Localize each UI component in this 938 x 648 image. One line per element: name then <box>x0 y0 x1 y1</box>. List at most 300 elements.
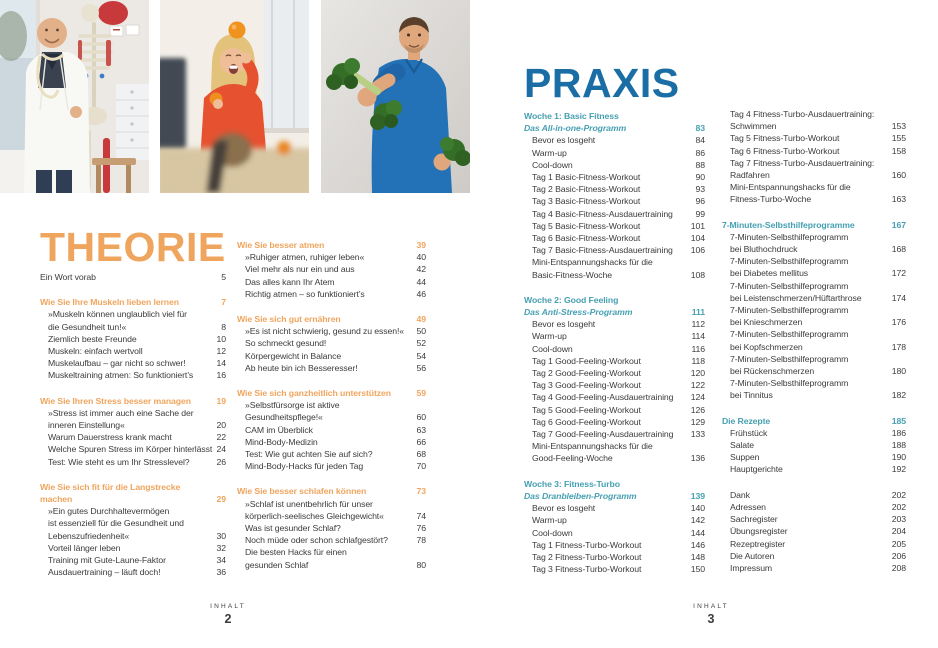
toc-item-line: Tag 1 Good-Feeling-Workout <box>532 355 641 366</box>
toc-item-line: Hauptgerichte <box>730 464 783 475</box>
toc-item-text <box>730 513 778 525</box>
toc-item <box>722 145 906 157</box>
toc-item <box>524 355 705 367</box>
toc-item <box>722 525 906 537</box>
toc-item-text <box>48 566 160 578</box>
toc-item-text <box>40 271 96 283</box>
toc-item-line: Radfahren <box>730 170 770 181</box>
toc-page-number: 174 <box>891 292 906 303</box>
toc-section-heading <box>722 219 906 231</box>
toc-item <box>524 183 705 195</box>
toc-page-number: 14 <box>216 358 226 369</box>
toc-item-line: Tag 5 Fitness-Turbo-Workout <box>730 133 840 144</box>
toc-item-text <box>532 514 567 526</box>
toc-section <box>40 481 226 579</box>
toc-page-number: 88 <box>695 159 705 170</box>
toc-page-number: 205 <box>891 538 906 549</box>
toc-item-line: Tag 2 Basic-Fitness-Workout <box>532 184 641 195</box>
toc-item-line: Warm-up <box>532 515 567 526</box>
toc-item <box>722 132 906 144</box>
toc-item-text <box>532 318 595 330</box>
toc-item-text <box>245 534 388 546</box>
toc-item <box>722 255 906 279</box>
toc-item <box>524 318 705 330</box>
toc-heading-line: Wie Sie sich fit für die Langstrecke <box>40 481 181 492</box>
toc-page-number: 190 <box>891 452 906 463</box>
toc-item-line: Dank <box>730 489 750 500</box>
toc-item-text <box>532 379 641 391</box>
toc-page-number: 182 <box>891 390 906 401</box>
toc-item-line: Bevor es losgeht <box>532 503 596 514</box>
toc-page-number: 32 <box>216 542 226 553</box>
toc-page-number: 153 <box>891 121 906 132</box>
toc-heading-text <box>40 481 180 505</box>
toc-item-text <box>730 427 767 439</box>
toc-item-line: bei Kopfschmerzen <box>730 341 803 352</box>
toc-item <box>722 304 906 328</box>
toc-item-line: Impressum <box>730 562 773 573</box>
toc-page-number: 124 <box>690 392 705 403</box>
toc-page-number: 90 <box>695 172 705 183</box>
footer-page-number: 3 <box>707 612 715 626</box>
toc-page-number: 83 <box>695 123 705 134</box>
toc-page-number: 106 <box>690 245 705 256</box>
toc-item <box>237 288 426 300</box>
toc-item-line: Tag 3 Good-Feeling-Workout <box>532 380 641 391</box>
toc-item <box>237 276 426 288</box>
toc-item-line: Mind-Body-Hacks für jeden Tag <box>245 461 364 472</box>
toc-item-text <box>245 399 339 423</box>
toc-item <box>524 440 705 464</box>
flying-orange <box>229 22 246 39</box>
toc-item-line: Muskelaufbau – gar nicht so schwer! <box>48 358 186 369</box>
toc-item-line: So schmeckt gesund! <box>245 338 327 349</box>
toc-item-text <box>48 505 184 542</box>
toc-item-line: Richtig atmen – so funktioniert’s <box>245 288 365 299</box>
toc-heading-line: Woche 3: Fitness-Turbo <box>524 478 620 489</box>
toc-page-number: 188 <box>891 440 906 451</box>
toc-item-line: Noch müde oder schon schlafgestört? <box>245 535 388 546</box>
toc-item <box>40 308 226 332</box>
toc-item-text <box>730 181 851 205</box>
toc-heading-text <box>40 296 179 308</box>
toc-page-number: 168 <box>891 244 906 255</box>
toc-item <box>237 424 426 436</box>
toc-item-text <box>245 436 318 448</box>
toc-item-text <box>730 132 839 144</box>
toc-section <box>524 478 705 576</box>
toc-page-number: 202 <box>891 489 906 500</box>
toc-section <box>722 489 906 574</box>
toc-item-text <box>730 501 766 513</box>
toc-item-line: 7-Minuten-Selbsthilfeprogramm <box>730 256 849 267</box>
toc-section <box>722 219 906 402</box>
toc-section-heading <box>524 478 705 502</box>
toc-page-number: 84 <box>695 135 705 146</box>
toc-heading-text <box>40 395 191 407</box>
toc-item <box>237 448 426 460</box>
toc-page-number: 186 <box>891 427 906 438</box>
toc-page-number: 142 <box>690 515 705 526</box>
toc-item-text <box>48 431 172 443</box>
toc-item-text <box>532 551 641 563</box>
toc-page-number: 192 <box>891 464 906 475</box>
toc-item-line: »Stress ist immer auch eine Sache der <box>48 407 194 418</box>
toc-item-text <box>245 276 334 288</box>
toc-section <box>40 296 226 381</box>
toc-item-text <box>48 456 190 468</box>
toc-page-number: 104 <box>690 233 705 244</box>
toc-page-number: 5 <box>221 272 226 282</box>
toc-item-line: Gesundheitspflege!« <box>245 412 323 423</box>
toc-item-line: Tag 7 Good-Feeling-Ausdauertraining <box>532 429 674 440</box>
toc-page-number: 203 <box>891 514 906 525</box>
toc-item-line: Tag 1 Fitness-Turbo-Workout <box>532 539 642 550</box>
toc-item <box>40 407 226 431</box>
toc-item-line: Suppen <box>730 452 760 463</box>
toc-item-text <box>532 220 640 232</box>
toc-item <box>722 550 906 562</box>
toc-page-number: 163 <box>891 194 906 205</box>
toc-page-number: 146 <box>690 539 705 550</box>
toc-item-line: Test: Wie steht es um Ihr Stresslevel? <box>48 456 190 467</box>
toc-page-number: 50 <box>416 326 426 337</box>
toc-page-number: 167 <box>891 219 906 230</box>
toc-page-number: 93 <box>695 184 705 195</box>
toc-heading-line: machen <box>40 494 73 505</box>
toc-heading-line: Wie Sie sich ganzheitlich unterstützen <box>237 388 391 399</box>
toc-item <box>722 513 906 525</box>
toc-section <box>524 294 705 465</box>
toc-item-text <box>48 443 212 455</box>
toc-page-number: 52 <box>416 338 426 349</box>
toc-page-number: 63 <box>416 424 426 435</box>
toc-item-text <box>532 208 673 220</box>
toc-page-number: 39 <box>416 240 426 250</box>
toc-item-line: 7-Minuten-Selbsthilfeprogramm <box>730 280 849 291</box>
toc-item-line: Training mit Gute-Laune-Faktor <box>48 555 166 566</box>
toc-heading-line: Die Rezepte <box>722 415 771 426</box>
toc-item <box>237 534 426 546</box>
toc-page-number: 148 <box>690 551 705 562</box>
toc-heading-text <box>524 478 637 502</box>
toc-heading-line: Wie Sie sich gut ernähren <box>237 314 341 325</box>
toc-item <box>40 345 226 357</box>
toc-item-line: Fitness-Turbo-Woche <box>730 194 812 205</box>
toc-item-line: Mini-Entspannungshacks für die <box>730 182 851 193</box>
toc-item-text <box>730 377 848 401</box>
toc-page-number: 126 <box>690 404 705 415</box>
toc-page-number: 114 <box>691 331 705 342</box>
toc-item-line: Cool-down <box>532 343 573 354</box>
toc-item <box>524 232 705 244</box>
photo-doctor-skeleton <box>0 0 149 193</box>
toc-heading-line: Wie Sie Ihren Stress besser managen <box>40 395 191 406</box>
toc-page-number: 133 <box>690 429 705 440</box>
toc-item <box>722 181 906 205</box>
praxis-column-1 <box>524 110 705 588</box>
toc-page-number: 111 <box>691 307 705 318</box>
toc-item <box>524 244 705 256</box>
toc-page-number: 7 <box>221 297 226 308</box>
toc-item-line: Tag 5 Basic-Fitness-Workout <box>532 220 641 231</box>
toc-item <box>237 399 426 423</box>
toc-heading-line: Das Dranbleiben-Programm <box>524 490 637 501</box>
toc-page-number: 44 <box>416 276 426 287</box>
toc-item <box>524 391 705 403</box>
toc-item-text <box>532 195 640 207</box>
toc-item <box>524 428 705 440</box>
toc-page-number: 206 <box>891 550 906 561</box>
toc-item-text <box>532 355 641 367</box>
toc-item-text <box>245 546 347 570</box>
toc-item-line: Ausdauertraining – läuft doch! <box>48 567 161 578</box>
toc-item-line: »Schlaf ist unentbehrlich für unser <box>245 498 373 509</box>
toc-item <box>40 456 226 468</box>
toc-section <box>237 313 426 374</box>
toc-item-text <box>730 328 848 352</box>
toc-item-text <box>532 563 641 575</box>
toc-item-line: 7-Minuten-Selbsthilfeprogramm <box>730 329 849 340</box>
toc-item-line: Rezeptregister <box>730 538 786 549</box>
toc-item-line: Ein Wort vorab <box>40 272 96 282</box>
toc-section-heading <box>237 387 426 399</box>
toc-page-number: 118 <box>691 355 705 366</box>
toc-item-line: Ziemlich beste Freunde <box>48 333 137 344</box>
toc-item-text <box>245 325 404 337</box>
toc-item-line: bei Rückenschmerzen <box>730 366 815 377</box>
toc-item <box>524 367 705 379</box>
photo-man-broccoli-dumbbell <box>321 0 470 193</box>
toc-item-text <box>730 145 839 157</box>
toc-item-text <box>245 498 384 522</box>
toc-item-text <box>532 391 673 403</box>
toc-page-number: 86 <box>695 147 705 158</box>
toc-page-number: 19 <box>216 395 226 406</box>
toc-item <box>524 330 705 342</box>
toc-item <box>722 463 906 475</box>
toc-item-line: Übungsregister <box>730 526 788 537</box>
toc-item-text <box>245 460 363 472</box>
toc-item-text <box>245 448 372 460</box>
toc-item-line: bei Diabetes mellitus <box>730 268 809 279</box>
toc-item-line: Tag 5 Good-Feeling-Workout <box>532 404 641 415</box>
toc-item <box>524 539 705 551</box>
toc-item-line: Was ist gesunder Schlaf? <box>245 523 341 534</box>
toc-page-number: 180 <box>891 366 906 377</box>
toc-heading-line: 7-Minuten-Selbsthilfeprogramme <box>722 219 855 230</box>
toc-item-text <box>48 407 194 431</box>
toc-page-number: 42 <box>416 264 426 275</box>
toc-item-text <box>730 538 785 550</box>
toc-heading-text <box>722 415 770 427</box>
toc-item-text <box>532 330 567 342</box>
toc-item-text <box>532 147 567 159</box>
theorie-title: THEORIE <box>40 224 226 270</box>
toc-item-line: Salate <box>730 440 755 451</box>
toc-item <box>524 159 705 171</box>
toc-item-line: Bevor es losgeht <box>532 319 596 330</box>
toc-item-text <box>532 183 640 195</box>
toc-item-text <box>730 157 874 181</box>
toc-page-number: 99 <box>695 208 705 219</box>
toc-item-text <box>532 244 673 256</box>
toc-item-text <box>730 439 754 451</box>
toc-item <box>722 231 906 255</box>
toc-page-number: 80 <box>416 559 426 570</box>
toc-section <box>722 108 906 206</box>
toc-item <box>40 271 226 283</box>
toc-item-text <box>730 280 861 304</box>
toc-item <box>237 498 426 522</box>
praxis-column-2 <box>722 108 906 587</box>
toc-page-number: 122 <box>690 380 705 391</box>
toc-page-number: 10 <box>216 333 226 344</box>
toc-item <box>524 551 705 563</box>
toc-item-line: bei Tinnitus <box>730 390 773 401</box>
toc-item <box>524 195 705 207</box>
toc-page-number: 22 <box>216 432 226 443</box>
toc-item-text <box>48 345 143 357</box>
toc-heading-text <box>524 110 626 134</box>
toc-heading-line: Das All-in-one-Programm <box>524 123 627 134</box>
toc-item-line: inneren Einstellung« <box>48 420 125 431</box>
toc-item <box>524 527 705 539</box>
toc-item-text <box>245 251 364 263</box>
toc-item <box>237 350 426 362</box>
toc-section-heading <box>40 395 226 407</box>
theorie-column-2 <box>237 239 426 584</box>
toc-item <box>237 546 426 570</box>
toc-item-line: Lebenszufriedenheit« <box>48 530 130 541</box>
toc-item-text <box>730 562 772 574</box>
toc-item-text <box>245 522 341 534</box>
toc-item-text <box>48 308 187 332</box>
toc-item-line: bei Knieschmerzen <box>730 317 803 328</box>
toc-item-text <box>730 255 848 279</box>
toc-item-text <box>730 525 788 537</box>
toc-item <box>722 108 906 132</box>
toc-item-line: Cool-down <box>532 527 573 538</box>
toc-item <box>722 328 906 352</box>
toc-section <box>40 271 226 283</box>
toc-page-number: 12 <box>216 346 226 357</box>
toc-item-text <box>532 539 641 551</box>
toc-item-line: Tag 6 Basic-Fitness-Workout <box>532 233 641 244</box>
toc-page-number: 101 <box>690 220 705 231</box>
toc-item-line: 7-Minuten-Selbsthilfeprogramm <box>730 305 849 316</box>
toc-heading-line: Woche 2: Good Feeling <box>524 294 619 305</box>
toc-item <box>237 337 426 349</box>
toc-section <box>524 110 705 281</box>
toc-item-text <box>532 527 573 539</box>
toc-item <box>524 404 705 416</box>
toc-heading-line: Wie Sie Ihre Muskeln lieben lernen <box>40 297 179 308</box>
toc-page-number: 144 <box>690 527 705 538</box>
toc-item-line: »Ruhiger atmen, ruhiger leben« <box>245 252 365 263</box>
toc-item-line: Vorteil länger leben <box>48 542 121 553</box>
photo-woman-juggling-orange <box>160 0 309 193</box>
toc-item <box>524 171 705 183</box>
toc-item <box>722 427 906 439</box>
toc-item-text <box>245 350 341 362</box>
toc-item-line: Tag 2 Fitness-Turbo-Workout <box>532 551 642 562</box>
toc-item <box>524 502 705 514</box>
toc-heading-line: Wie Sie besser atmen <box>237 240 325 250</box>
toc-section-heading <box>237 485 426 497</box>
toc-item <box>40 542 226 554</box>
toc-heading-text <box>722 219 855 231</box>
toc-page-number: 129 <box>690 416 705 427</box>
toc-heading-text <box>237 313 341 325</box>
toc-page-number: 54 <box>416 350 426 361</box>
toc-page-number: 36 <box>216 567 226 578</box>
toc-page-number: 26 <box>216 456 226 467</box>
toc-item-line: Welche Spuren Stress im Körper hinterlässt <box>48 444 213 455</box>
toc-page-number: 40 <box>416 252 426 263</box>
toc-item-line: Sachregister <box>730 514 778 525</box>
toc-item-line: Tag 3 Fitness-Turbo-Workout <box>532 564 642 575</box>
toc-item-line: Warm-up <box>532 331 567 342</box>
toc-item-line: Tag 4 Basic-Fitness-Ausdauertraining <box>532 208 673 219</box>
toc-section-heading <box>40 296 226 308</box>
toc-item-line: Die Autoren <box>730 550 775 561</box>
toc-item <box>722 451 906 463</box>
toc-item-text <box>532 404 641 416</box>
toc-item <box>722 157 906 181</box>
toc-item-text <box>245 362 358 374</box>
toc-item <box>722 377 906 401</box>
toc-page-number: 204 <box>891 526 906 537</box>
toc-item <box>722 538 906 550</box>
toc-item-line: Das alles kann Ihr Atem <box>245 276 335 287</box>
toc-page-number: 73 <box>416 486 426 497</box>
toc-item-line: Bevor es losgeht <box>532 135 596 146</box>
toc-item <box>237 263 426 275</box>
toc-item-text <box>532 343 573 355</box>
toc-item <box>237 436 426 448</box>
toc-page-number: 120 <box>690 368 705 379</box>
toc-item <box>524 416 705 428</box>
toc-page-number: 49 <box>416 314 426 325</box>
toc-page-number: 136 <box>690 453 705 464</box>
toc-item-line: Warm-up <box>532 147 567 158</box>
toc-item <box>40 357 226 369</box>
toc-item <box>524 256 705 280</box>
toc-page-number: 108 <box>690 269 705 280</box>
toc-item-line: Test: Wie gut achten Sie auf sich? <box>245 449 373 460</box>
toc-item <box>524 208 705 220</box>
toc-item-line: Mini-Entspannungshacks für die <box>532 257 653 268</box>
toc-item <box>40 554 226 566</box>
toc-page-number: 112 <box>691 319 705 330</box>
toc-item-line: Die besten Hacks für einen <box>245 547 347 558</box>
toc-item-line: Basic-Fitness-Woche <box>532 269 613 280</box>
toc-page-number: 30 <box>216 530 226 541</box>
toc-page-number: 76 <box>416 523 426 534</box>
toc-section-heading <box>524 110 705 134</box>
toc-item <box>40 333 226 345</box>
toc-page-number: 185 <box>891 415 906 426</box>
toc-item-text <box>532 367 641 379</box>
toc-item <box>722 501 906 513</box>
toc-item-line: Ab heute bin ich Besseresser! <box>245 362 358 373</box>
toc-page-number: 158 <box>891 145 906 156</box>
toc-item-line: Mini-Entspannungshacks für die <box>532 441 653 452</box>
toc-item-line: Adressen <box>730 501 766 512</box>
toc-page-number: 70 <box>416 461 426 472</box>
toc-item-text <box>532 232 640 244</box>
